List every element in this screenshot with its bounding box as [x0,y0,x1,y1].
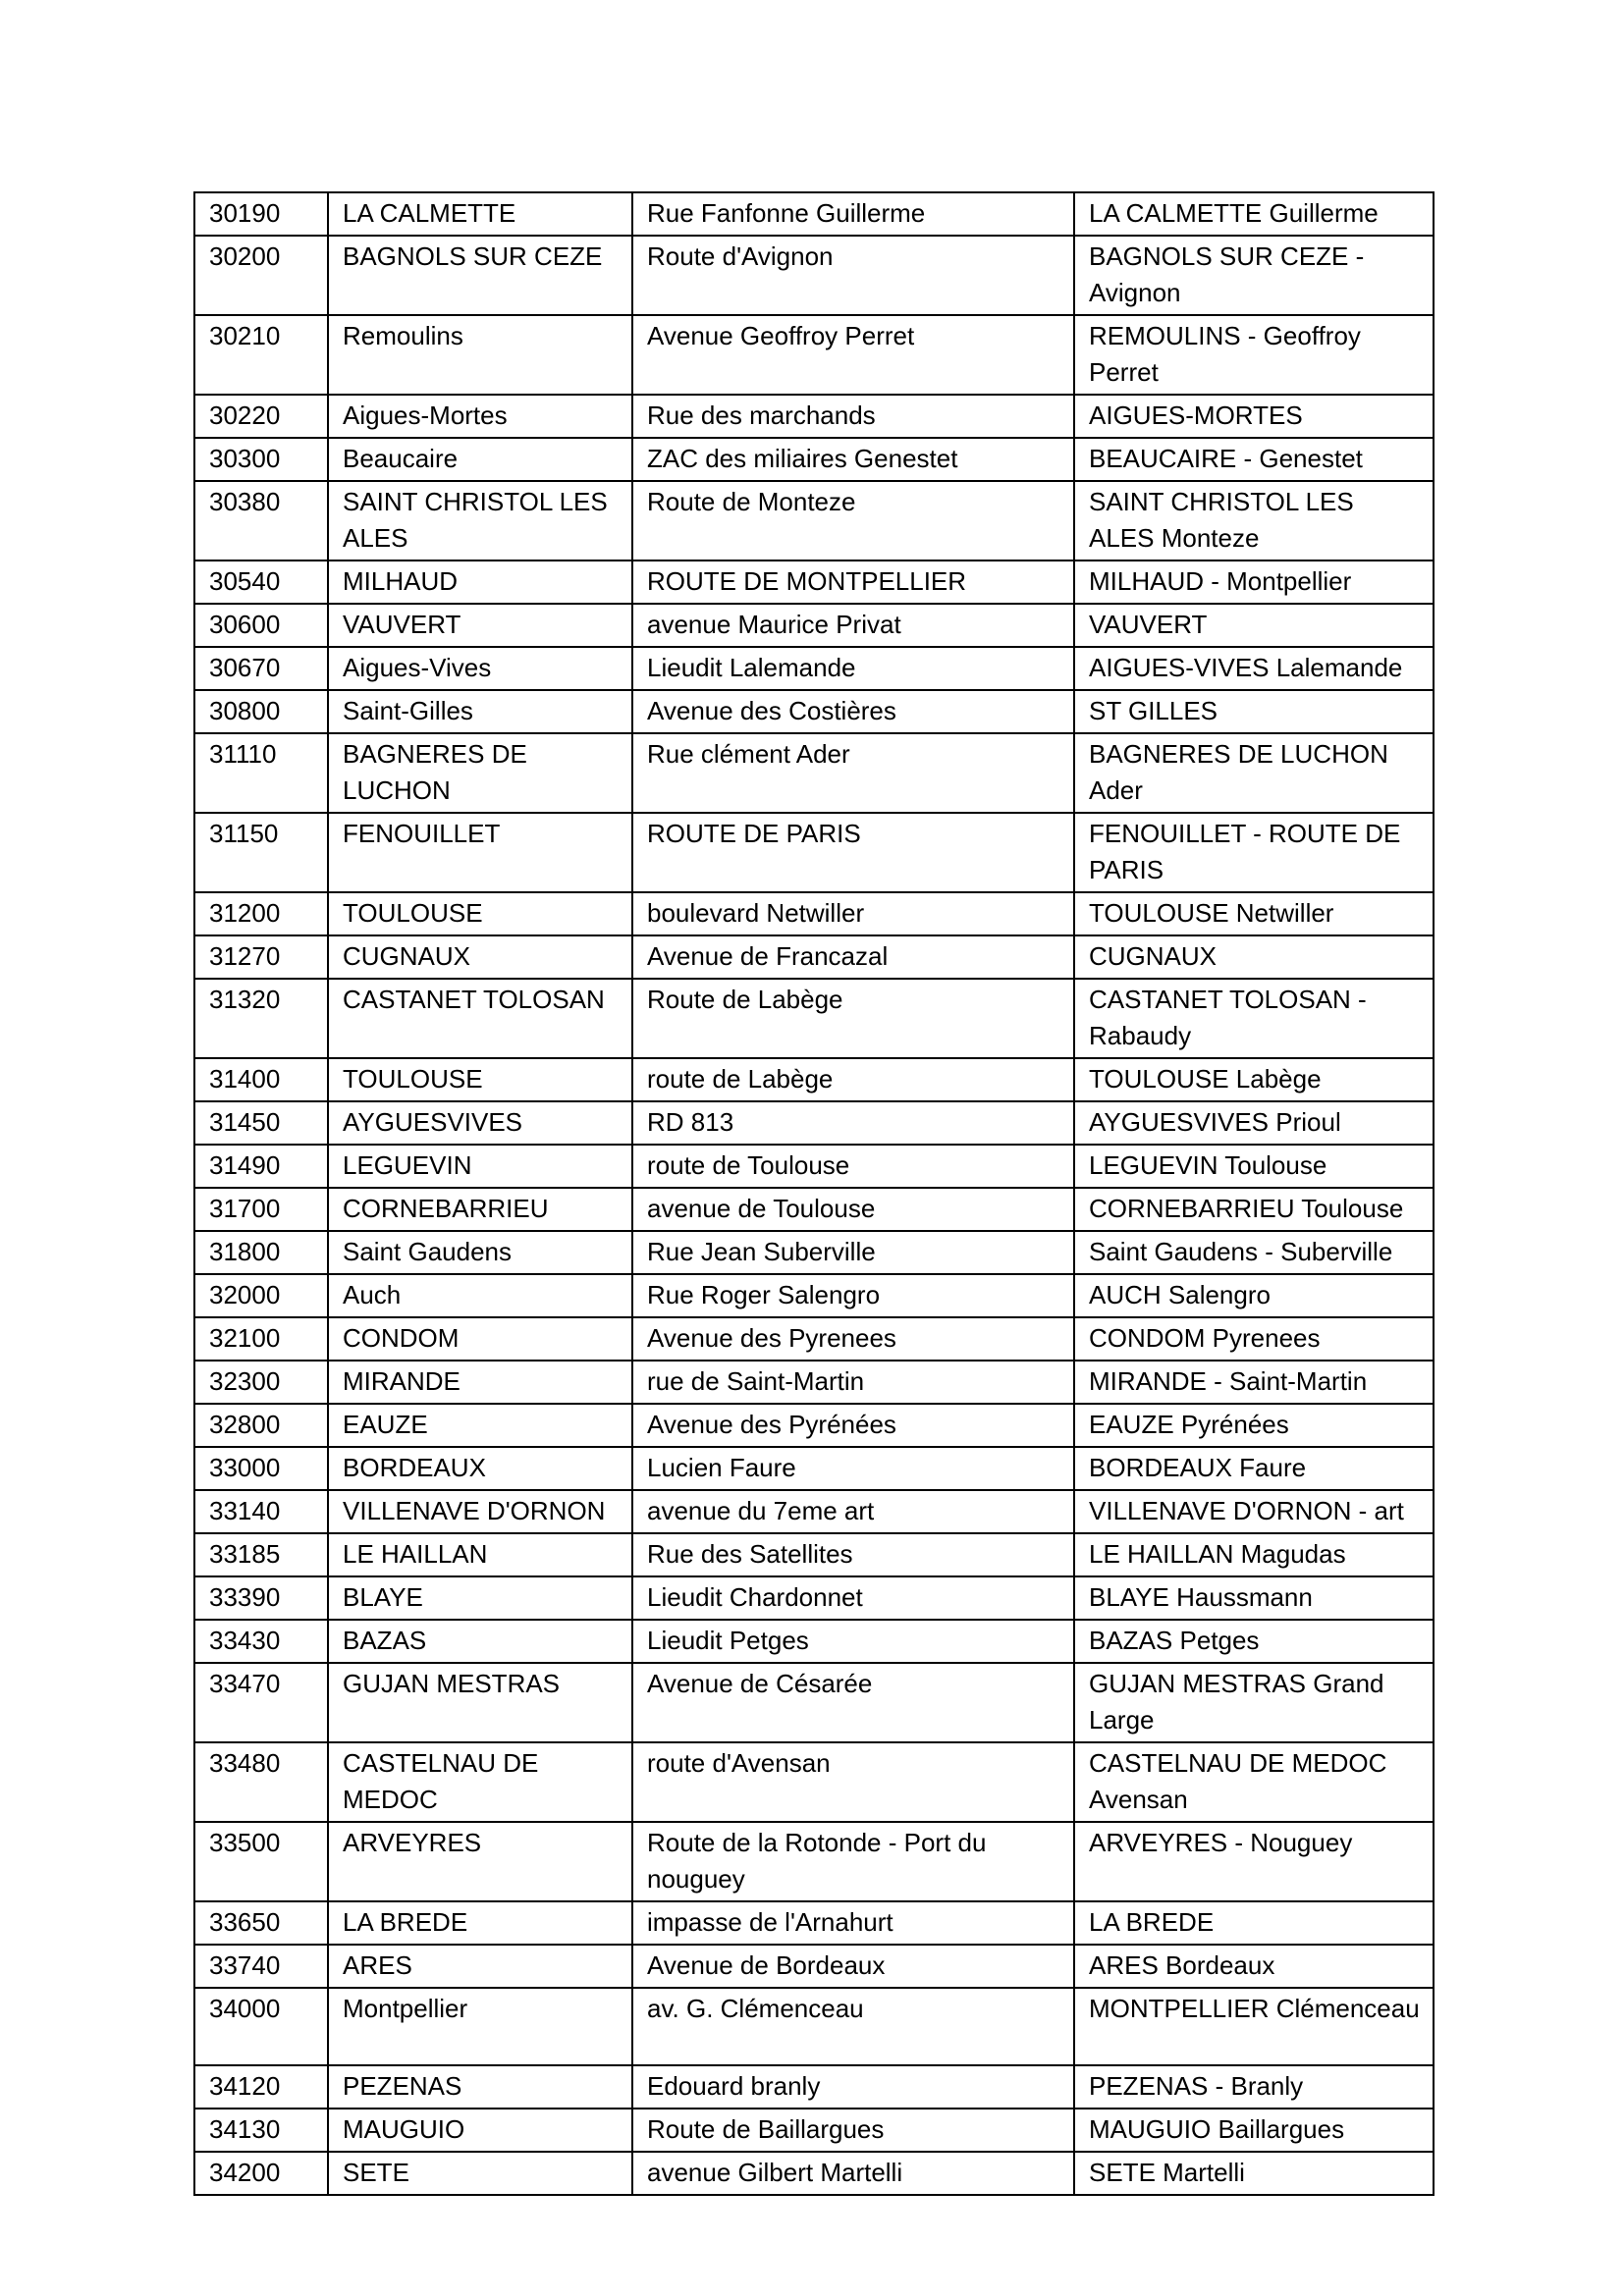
city-cell: Aigues-Vives [328,647,632,690]
table-row [194,2152,1434,2195]
postal-code-cell: 30220 [194,395,328,438]
city-cell: Montpellier [328,1988,632,2065]
street-cell: Route de Monteze [632,481,1074,561]
postal-code-cell: 33470 [194,1663,328,1742]
site-name-cell: LEGUEVIN Toulouse [1074,1145,1434,1188]
postal-code-cell: 32300 [194,1361,328,1404]
street-cell: RD 813 [632,1101,1074,1145]
street-cell: route d'Avensan [632,1742,1074,1822]
site-name-cell: AIGUES-VIVES Lalemande [1074,647,1434,690]
site-name-cell: CONDOM Pyrenees [1074,1317,1434,1361]
postal-code-cell: 33390 [194,1576,328,1620]
postal-code-cell: 31490 [194,1145,328,1188]
site-name-cell: TOULOUSE Netwiller [1074,892,1434,935]
street-cell: ROUTE DE MONTPELLIER [632,561,1074,604]
table-row [194,813,1434,892]
city-cell: TOULOUSE [328,1058,632,1101]
table-row [194,1447,1434,1490]
street-cell: avenue du 7eme art [632,1490,1074,1533]
city-cell: Aigues-Mortes [328,395,632,438]
postal-code-cell: 30600 [194,604,328,647]
site-name-cell: AUCH Salengro [1074,1274,1434,1317]
postal-code-cell: 31110 [194,733,328,813]
street-cell: Route de Labège [632,979,1074,1058]
city-cell: Saint Gaudens [328,1231,632,1274]
city-cell: TOULOUSE [328,892,632,935]
street-cell: avenue Gilbert Martelli [632,2152,1074,2195]
street-cell: ZAC des miliaires Genestet [632,438,1074,481]
site-name-cell: ARVEYRES - Nouguey [1074,1822,1434,1901]
street-cell: Avenue des Costières [632,690,1074,733]
postal-code-cell: 34000 [194,1988,328,2065]
stations-table [193,191,1435,2196]
street-cell: Avenue des Pyrenees [632,1317,1074,1361]
postal-code-cell: 31270 [194,935,328,979]
postal-code-cell: 31150 [194,813,328,892]
postal-code-cell: 30380 [194,481,328,561]
street-cell: route de Toulouse [632,1145,1074,1188]
stations-table-body [194,192,1434,2195]
street-cell: ROUTE DE PARIS [632,813,1074,892]
city-cell: AYGUESVIVES [328,1101,632,1145]
street-cell: Avenue Geoffroy Perret [632,315,1074,395]
street-cell: Route d'Avignon [632,236,1074,315]
street-cell: Lucien Faure [632,1447,1074,1490]
city-cell: ARVEYRES [328,1822,632,1901]
site-name-cell: BORDEAUX Faure [1074,1447,1434,1490]
city-cell: LA CALMETTE [328,192,632,236]
city-cell: LA BREDE [328,1901,632,1945]
postal-code-cell: 30210 [194,315,328,395]
city-cell: BAGNOLS SUR CEZE [328,236,632,315]
site-name-cell: BAGNOLS SUR CEZE - Avignon [1074,236,1434,315]
street-cell: Lieudit Chardonnet [632,1576,1074,1620]
city-cell: SETE [328,2152,632,2195]
city-cell: Remoulins [328,315,632,395]
city-cell: CUGNAUX [328,935,632,979]
table-row [194,315,1434,395]
table-row [194,1533,1434,1576]
table-row [194,481,1434,561]
postal-code-cell: 34120 [194,2065,328,2109]
city-cell: LE HAILLAN [328,1533,632,1576]
street-cell: Rue des marchands [632,395,1074,438]
table-row [194,935,1434,979]
postal-code-cell: 31800 [194,1231,328,1274]
postal-code-cell: 32100 [194,1317,328,1361]
site-name-cell: BAGNERES DE LUCHON Ader [1074,733,1434,813]
postal-code-cell: 30670 [194,647,328,690]
city-cell: CASTANET TOLOSAN [328,979,632,1058]
city-cell: FENOUILLET [328,813,632,892]
postal-code-cell: 33500 [194,1822,328,1901]
table-row [194,979,1434,1058]
postal-code-cell: 30300 [194,438,328,481]
postal-code-cell: 31400 [194,1058,328,1101]
table-row [194,192,1434,236]
table-row [194,1663,1434,1742]
street-cell: Avenue de Francazal [632,935,1074,979]
site-name-cell: SETE Martelli [1074,2152,1434,2195]
table-row [194,1576,1434,1620]
site-name-cell: CASTANET TOLOSAN - Rabaudy [1074,979,1434,1058]
postal-code-cell: 33650 [194,1901,328,1945]
city-cell: Beaucaire [328,438,632,481]
site-name-cell: FENOUILLET - ROUTE DE PARIS [1074,813,1434,892]
street-cell: Rue Jean Suberville [632,1231,1074,1274]
table-row [194,1901,1434,1945]
city-cell: BORDEAUX [328,1447,632,1490]
street-cell: rue de Saint-Martin [632,1361,1074,1404]
table-row [194,1231,1434,1274]
table-row [194,690,1434,733]
site-name-cell: EAUZE Pyrénées [1074,1404,1434,1447]
table-row [194,1101,1434,1145]
street-cell: route de Labège [632,1058,1074,1101]
site-name-cell: LA BREDE [1074,1901,1434,1945]
postal-code-cell: 33000 [194,1447,328,1490]
street-cell: Avenue des Pyrénées [632,1404,1074,1447]
city-cell: CORNEBARRIEU [328,1188,632,1231]
site-name-cell: CASTELNAU DE MEDOC Avensan [1074,1742,1434,1822]
table-row [194,1058,1434,1101]
table-row [194,1188,1434,1231]
table-row [194,1274,1434,1317]
site-name-cell: ARES Bordeaux [1074,1945,1434,1988]
table-row [194,1490,1434,1533]
street-cell: Rue Fanfonne Guillerme [632,192,1074,236]
site-name-cell: VAUVERT [1074,604,1434,647]
postal-code-cell: 31450 [194,1101,328,1145]
table-row [194,1620,1434,1663]
site-name-cell: SAINT CHRISTOL LES ALES Monteze [1074,481,1434,561]
site-name-cell: TOULOUSE Labège [1074,1058,1434,1101]
table-row [194,395,1434,438]
city-cell: MAUGUIO [328,2109,632,2152]
postal-code-cell: 33430 [194,1620,328,1663]
street-cell: Avenue de Bordeaux [632,1945,1074,1988]
postal-code-cell: 30200 [194,236,328,315]
street-cell: Rue des Satellites [632,1533,1074,1576]
city-cell: LEGUEVIN [328,1145,632,1188]
city-cell: SAINT CHRISTOL LES ALES [328,481,632,561]
street-cell: Edouard branly [632,2065,1074,2109]
site-name-cell: LE HAILLAN Magudas [1074,1533,1434,1576]
city-cell: VILLENAVE D'ORNON [328,1490,632,1533]
street-cell: Route de la Rotonde - Port du nouguey [632,1822,1074,1901]
table-row [194,1742,1434,1822]
table-row [194,438,1434,481]
site-name-cell: BLAYE Haussmann [1074,1576,1434,1620]
table-row [194,892,1434,935]
street-cell: avenue Maurice Privat [632,604,1074,647]
site-name-cell: CUGNAUX [1074,935,1434,979]
table-row [194,1361,1434,1404]
city-cell: CASTELNAU DE MEDOC [328,1742,632,1822]
street-cell: av. G. Clémenceau [632,1988,1074,2065]
site-name-cell: MAUGUIO Baillargues [1074,2109,1434,2152]
city-cell: MIRANDE [328,1361,632,1404]
city-cell: VAUVERT [328,604,632,647]
site-name-cell: MIRANDE - Saint-Martin [1074,1361,1434,1404]
street-cell: Avenue de Césarée [632,1663,1074,1742]
street-cell: boulevard Netwiller [632,892,1074,935]
table-row [194,1404,1434,1447]
table-row [194,604,1434,647]
city-cell: BAZAS [328,1620,632,1663]
table-row [194,733,1434,813]
street-cell: Lieudit Petges [632,1620,1074,1663]
table-row [194,2065,1434,2109]
postal-code-cell: 32800 [194,1404,328,1447]
postal-code-cell: 30540 [194,561,328,604]
site-name-cell: ST GILLES [1074,690,1434,733]
site-name-cell: BEAUCAIRE - Genestet [1074,438,1434,481]
city-cell: BAGNERES DE LUCHON [328,733,632,813]
site-name-cell: AIGUES-MORTES [1074,395,1434,438]
postal-code-cell: 31200 [194,892,328,935]
postal-code-cell: 31320 [194,979,328,1058]
street-cell: Rue clément Ader [632,733,1074,813]
table-row [194,1988,1434,2065]
table-row [194,2109,1434,2152]
site-name-cell: MILHAUD - Montpellier [1074,561,1434,604]
table-row [194,561,1434,604]
city-cell: PEZENAS [328,2065,632,2109]
site-name-cell: GUJAN MESTRAS Grand Large [1074,1663,1434,1742]
site-name-cell: AYGUESVIVES Prioul [1074,1101,1434,1145]
table-row [194,1145,1434,1188]
site-name-cell: REMOULINS - Geoffroy Perret [1074,315,1434,395]
street-cell: avenue de Toulouse [632,1188,1074,1231]
postal-code-cell: 33480 [194,1742,328,1822]
site-name-cell: VILLENAVE D'ORNON - art [1074,1490,1434,1533]
table-row [194,1945,1434,1988]
street-cell: Lieudit Lalemande [632,647,1074,690]
city-cell: Saint-Gilles [328,690,632,733]
postal-code-cell: 31700 [194,1188,328,1231]
site-name-cell: MONTPELLIER Clémenceau [1074,1988,1434,2065]
city-cell: Auch [328,1274,632,1317]
postal-code-cell: 30190 [194,192,328,236]
postal-code-cell: 32000 [194,1274,328,1317]
street-cell: Route de Baillargues [632,2109,1074,2152]
city-cell: ARES [328,1945,632,1988]
postal-code-cell: 34200 [194,2152,328,2195]
table-row [194,236,1434,315]
city-cell: MILHAUD [328,561,632,604]
site-name-cell: Saint Gaudens - Suberville [1074,1231,1434,1274]
table-row [194,647,1434,690]
street-cell: Rue Roger Salengro [632,1274,1074,1317]
site-name-cell: PEZENAS - Branly [1074,2065,1434,2109]
city-cell: BLAYE [328,1576,632,1620]
table-row [194,1317,1434,1361]
table-row [194,1822,1434,1901]
site-name-cell: LA CALMETTE Guillerme [1074,192,1434,236]
city-cell: EAUZE [328,1404,632,1447]
postal-code-cell: 33140 [194,1490,328,1533]
postal-code-cell: 33740 [194,1945,328,1988]
site-name-cell: CORNEBARRIEU Toulouse [1074,1188,1434,1231]
city-cell: CONDOM [328,1317,632,1361]
postal-code-cell: 33185 [194,1533,328,1576]
postal-code-cell: 30800 [194,690,328,733]
street-cell: impasse de l'Arnahurt [632,1901,1074,1945]
postal-code-cell: 34130 [194,2109,328,2152]
site-name-cell: BAZAS Petges [1074,1620,1434,1663]
city-cell: GUJAN MESTRAS [328,1663,632,1742]
